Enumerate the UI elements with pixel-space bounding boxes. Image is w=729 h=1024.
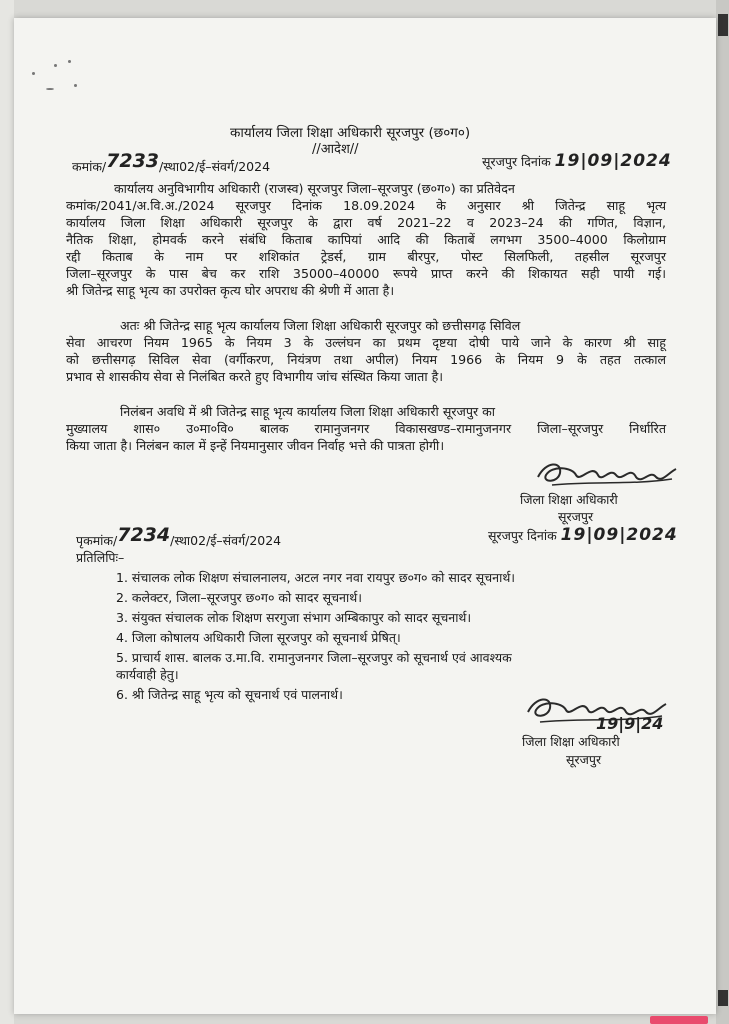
para2-line: को छत्तीसगढ़ सिविल सेवा (वर्गीकरण, नियंत्रण तथा अपील) नियम 1966 के नियम 9 के तहत तत्काल <box>66 352 666 367</box>
para3-line: निलंबन अवधि में श्री जितेन्द्र साहू भृत्य कार्यालय जिला शिक्षा अधिकारी सूरजपुर का <box>120 404 496 419</box>
signature-1-place: सूरजपुर <box>558 509 594 524</box>
para2-line: सेवा आचरण नियम 1965 के नियम 3 के उल्लंघन का प्रथम दृष्टया दोषी पाये जाने के कारण श्री साहू <box>66 335 666 350</box>
ref-suffix: /स्था02/ई–संवर्ग/2024 <box>159 159 271 174</box>
cc-item: 5. प्राचार्य शास. बालक उ.मा.वि. रामानुजनगर जिला–सूरजपुर को सूचनार्थ एवं आवश्यक <box>116 650 512 665</box>
endorsement-ref-number-handwritten: 7234 <box>117 524 171 546</box>
endorsement-date-handwritten: 19|09|2024 <box>560 525 678 545</box>
scan-corner-mark <box>650 1016 708 1024</box>
date-label: सूरजपुर दिनांक <box>482 154 551 169</box>
order-reference <box>72 150 271 174</box>
endorsement-ref-suffix: /स्था02/ई–संवर्ग/2024 <box>170 533 282 548</box>
para1-line: श्री जितेन्द्र साहू भृत्य का उपरोक्त कृत्य घोर अपराध की श्रेणी में आता है। <box>66 283 395 298</box>
endorsement-reference <box>76 524 282 548</box>
cc-item: 1. संचालक लोक शिक्षण संचालनालय, अटल नगर नवा रायपुर छ०ग० को सादर सूचनार्थ। <box>116 570 516 585</box>
para2-line: प्रभाव से शासकीय सेवा से निलंबित करते हुए विभागीय जांच संस्थित किया जाता है। <box>66 369 444 384</box>
cc-item: 3. संयुक्त संचालक लोक शिक्षण सरगुजा संभाग अम्बिकापुर को सादर सूचनार्थ। <box>116 610 472 625</box>
para2-line: अतः श्री जितेन्द्र साहू भृत्य कार्यालय जिला शिक्षा अधिकारी सूरजपुर को छत्तीसगढ़ सिविल <box>120 318 521 333</box>
signature-2-place: सूरजपुर <box>566 752 602 767</box>
para1-line: रद्दी किताब के नाम पर शशिकांत ट्रेडर्स, ग्राम बीरपुर, पोस्ट सिलफिली, तहसील सूरजपुर <box>66 249 666 264</box>
para1-line: जिला–सूरजपुर के पास बेच कर राशि 35000–40000 रूपये प्राप्त करने की शिकायत सही पायी गई। <box>66 266 666 281</box>
cc-item: 4. जिला कोषालय अधिकारी जिला सूरजपुर को सूचनार्थ प्रेषित्। <box>116 630 401 645</box>
para1-line: नैतिक शिक्षा, होमवर्क करने संबंधि किताब कापियां आदि की किताबें लगभग 3500–4000 किलोग्राम <box>66 232 666 247</box>
endorsement-ref-prefix: पृकमांक/ <box>76 533 118 548</box>
para3-line: मुख्यालय शास० उ०मा०वि० बालक रामानुजनगर विकासखण्ड–रामानुजनगर जिला–सूरजपुर निर्धारित <box>66 421 666 436</box>
signature-1-designation: जिला शिक्षा अधिकारी <box>520 492 618 507</box>
ref-prefix: कमांक/ <box>72 159 107 174</box>
copy-label: प्रतिलिपिः– <box>76 550 125 565</box>
signature-1 <box>532 455 682 491</box>
endorsement-date <box>488 525 678 545</box>
para1-line: कार्यालय अनुविभागीय अधिकारी (राजस्व) सूरजपुर जिला–सूरजपुर (छ०ग०) का प्रतिवेदन <box>114 181 515 196</box>
para1-line: कमांक/2041/अ.वि.अ./2024 सूरजपुर दिनांक 18.09.2024 के अनुसार श्री जितेन्द्र साहू भृत्य <box>66 198 666 213</box>
scan-left-edge <box>0 0 14 1024</box>
para3-line: किया जाता है। निलंबन काल में इन्हें नियमानुसार जीवन निर्वाह भत्ते की पात्रता होगी। <box>66 438 445 453</box>
signature-2-designation: जिला शिक्षा अधिकारी <box>522 734 620 749</box>
ref-number-handwritten: 7233 <box>106 150 160 172</box>
cc-item: 2. कलेक्टर, जिला–सूरजपुर छ०ग० को सादर सूचनार्थ। <box>116 590 362 605</box>
order-date <box>482 151 672 171</box>
endorsement-date-label: सूरजपुर दिनांक <box>488 528 557 543</box>
cc-item: कार्यवाही हेतु। <box>116 667 179 682</box>
cc-item: 6. श्री जितेन्द्र साहू भृत्य को सूचनार्थ एवं पालनार्थ। <box>116 687 343 702</box>
date-handwritten: 19|09|2024 <box>554 151 672 171</box>
order-title: //आदेश// <box>312 142 359 157</box>
signature-2-date-handwritten: 19|9|24 <box>596 714 664 733</box>
para1-line: कार्यालय जिला शिक्षा अधिकारी सूरजपुर के द्वारा वर्ष 2021–22 व 2023–24 की गणित, विज्ञान, <box>66 215 666 230</box>
office-title: कार्यालय जिला शिक्षा अधिकारी सूरजपुर (छ०ग०) <box>230 125 471 141</box>
scan-right-edge <box>716 0 729 1024</box>
scan-specks <box>24 54 94 104</box>
